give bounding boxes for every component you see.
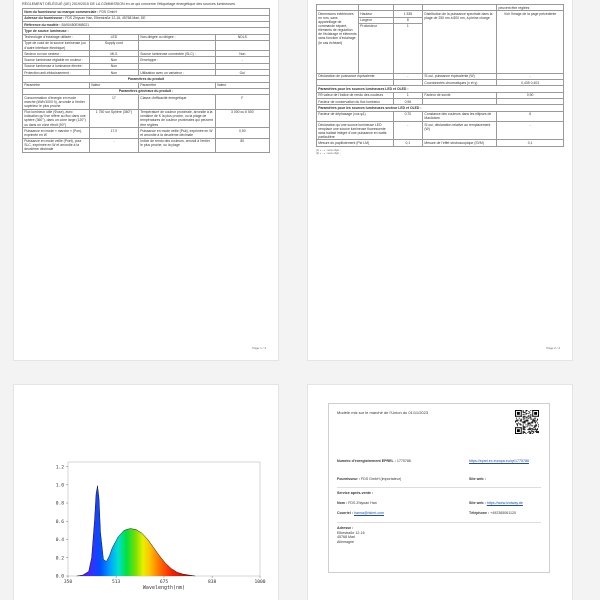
page-number: Page 1 / 4 — [252, 346, 266, 350]
x-axis-label: Wavelength(nm) — [142, 585, 186, 591]
table-row: Largeur 8 — [317, 17, 564, 23]
supplier-info: Fournisseur : FDS GmbH (importateur) — [337, 477, 402, 481]
table-row: R9 valeur de l’indice de rendu des couleurs 1 Facteur de survie 0,90 — [317, 92, 564, 98]
divider — [337, 487, 541, 488]
section-header: Paramètres pour les sources lumineuses LED et OLED : — [317, 86, 564, 92]
contact-email: Courriel : hanna@hkimt.com — [337, 511, 384, 515]
reference-row: Référence du modèle : BA90480E/M8021 — [23, 21, 270, 27]
x-tick-label: 1000 — [254, 580, 266, 585]
y-tick-label: 0.6 — [55, 519, 64, 525]
x-tick-label: 838 — [207, 580, 217, 585]
table-row: Facteur de conservation du flux lumineux 0,96 — [317, 98, 564, 104]
table-row: Technologie d’éclairage utilisée : LED Non-dirigée ou dirigée : NDLS — [23, 34, 270, 40]
section-header: Type de source lumineuse : — [23, 28, 270, 34]
table-row: Secteur ou non secteur : MLS Source lumineuse connectée (SLC) : Non — [23, 51, 270, 57]
document-page-4 — [308, 385, 572, 600]
column-headers: Paramètre Valeur Paramètre Valeur — [23, 82, 270, 88]
table-row: Puissance en mode « marche » (Pon), exprimée en W 17,0 Puissance en mode veille (Psb), exprimée en W et arrondie à la deuxième décimale 0,50 — [23, 128, 270, 138]
eprel-link[interactable]: https://eprel.ec.europa.eu/qr/1775786 — [469, 459, 529, 463]
table-row: Dimensions extérieures en mm, sans appareillage de commande séparé, éléments de régulation de l’éclairage et éléments sans fonction d’éclairage (le cas échéant) Hauteur 1 535 Distribution de la puissance spectrale dans la plage de 250 nm à 800 nm, à pleine charge Voir l’image de la page précédente — [317, 11, 564, 17]
table-row: Déclaration qu’une source lumineuse LED remplace une source lumineuse fluorescente sans ballast intégré d’une puissance en watts particulière - Si oui, déclaration relative au remplacement (W) - — [317, 121, 564, 140]
spectral-distribution-chart — [14, 385, 278, 600]
eprel-info-box — [328, 403, 550, 573]
table-row: Source lumineuse à luminance élevée : Non — [23, 63, 270, 69]
contact-phone: Téléphone : +492365061120 — [469, 511, 516, 515]
email-link[interactable]: hanna@hkimt.com — [353, 511, 384, 515]
eprel-registration: Numéro d’enregistrement EPREL : 1775786 — [337, 459, 411, 463]
table-row: Puissance en mode veille (Pnet), pour SLC, exprimée en W et arrondie à la deuxième décimale - Indice de rendu des couleurs, arrondi à l’entier le plus proche, ou la plage 80 — [23, 138, 270, 152]
y-tick-label: 0.4 — [55, 538, 64, 544]
address-row: Adresse du fournisseur : FDS Zhiyuan Han, Elbestraße 12-16, 45768 Marl, DE — [23, 15, 270, 21]
table-row: Type de culot de la source lumineuse (ou d’autre interface électrique) Supply cord — [23, 40, 270, 50]
y-tick-label: 0.0 — [55, 574, 64, 580]
table-row: Source lumineuse réglable en couleur : Non Enveloppe : - — [23, 57, 270, 63]
section-header: Paramètres généraux du produit : — [23, 88, 270, 94]
y-tick-label: 0.8 — [55, 501, 64, 507]
product-info-table — [22, 8, 270, 153]
supplier-website: Site web : — [469, 477, 486, 481]
contact-address: Adresse : Elbestraße 12-16 45768 Marl Allemagne — [337, 526, 365, 544]
y-tick-label: 1.0 — [55, 483, 64, 489]
x-tick-label: 350 — [63, 580, 73, 585]
document-page-2 — [308, 0, 572, 360]
table-row: Déclaration de puissance équivalente - Si oui, puissance équivalente (W) - — [317, 73, 564, 79]
after-sales-heading: Service après-vente : — [337, 491, 374, 495]
table-row: Mesure du papillotement (Pst LM) 0,1 Mesure de l’effet stroboscopique (SVM) 0,1 — [317, 140, 564, 146]
x-tick-label: 513 — [111, 580, 121, 585]
document-page-3 — [14, 385, 278, 600]
document-page-1 — [14, 0, 278, 360]
divider — [337, 522, 541, 523]
y-tick-label: 0.2 — [55, 556, 64, 562]
table-row: Consommation d’énergie en mode marche (kWh/1000 h), arrondie à l’entier supérieur le plus proche 17 Classe d’efficacité énergétique F — [23, 95, 270, 109]
regulation-text: RÈGLEMENT DÉLÉGUÉ (UE) 2019/2015 DE LA COMMISSION en ce qui concerne l’étiquetage énergétique des sources lumineuses — [22, 2, 235, 6]
supplier-row: Nom du fournisseur ou marque commerciale : FDS GmbH — [23, 9, 270, 15]
table-row: Profondeur 1 — [317, 23, 564, 73]
service-website-link[interactable]: https://www.izotway.de — [486, 501, 523, 505]
section-header: Paramètres pour les sources lumineuses secteur LED et OLED : — [317, 105, 564, 111]
table-row: Facteur de déphasage (cos φ1) 0,70 Constance des couleurs dans les ellipses de MacAdam 6 — [317, 111, 564, 121]
section-header: Paramètres du produit — [23, 76, 270, 82]
table-row: Protection anti-éblouissement : Non Utilisation avec un variateur : Oui — [23, 70, 270, 76]
contact-name: Nom : FDS Zhiyuan Han — [337, 501, 377, 505]
y-tick-label: 1.2 — [55, 465, 64, 471]
qr-code-icon — [515, 410, 539, 434]
product-params-table-continued — [316, 4, 564, 147]
service-website: Site web : https://www.izotway.de — [469, 501, 523, 505]
table-row: peuvent être réglées — [317, 5, 564, 11]
table-row: Coordonnées chromatiques (x et y) 0,435 0,403 — [317, 80, 564, 86]
footnotes: (1) « - » : sans objet ; (2) « - » : sans objet ; — [316, 148, 341, 156]
x-tick-label: 675 — [159, 580, 169, 585]
table-row: Flux lumineux utile (Φuse), avec indication qu’il se réfère au flux dans une sphère (360°), dans un cône large (120°) ou dans un cône étroit (90°) 1 750 sur Sphère (360°) Température de couleur proximale, arrondie à la centaine de K la plus proche, ou la plage de températures de couleur proximales qui peuvent être réglées 3 000 ou 6 500 — [23, 109, 270, 128]
page-number: Page 2 / 4 — [546, 346, 560, 350]
model-market-date: Modèle mis sur le marché de l’Union du 01/11/2023 — [337, 410, 429, 415]
